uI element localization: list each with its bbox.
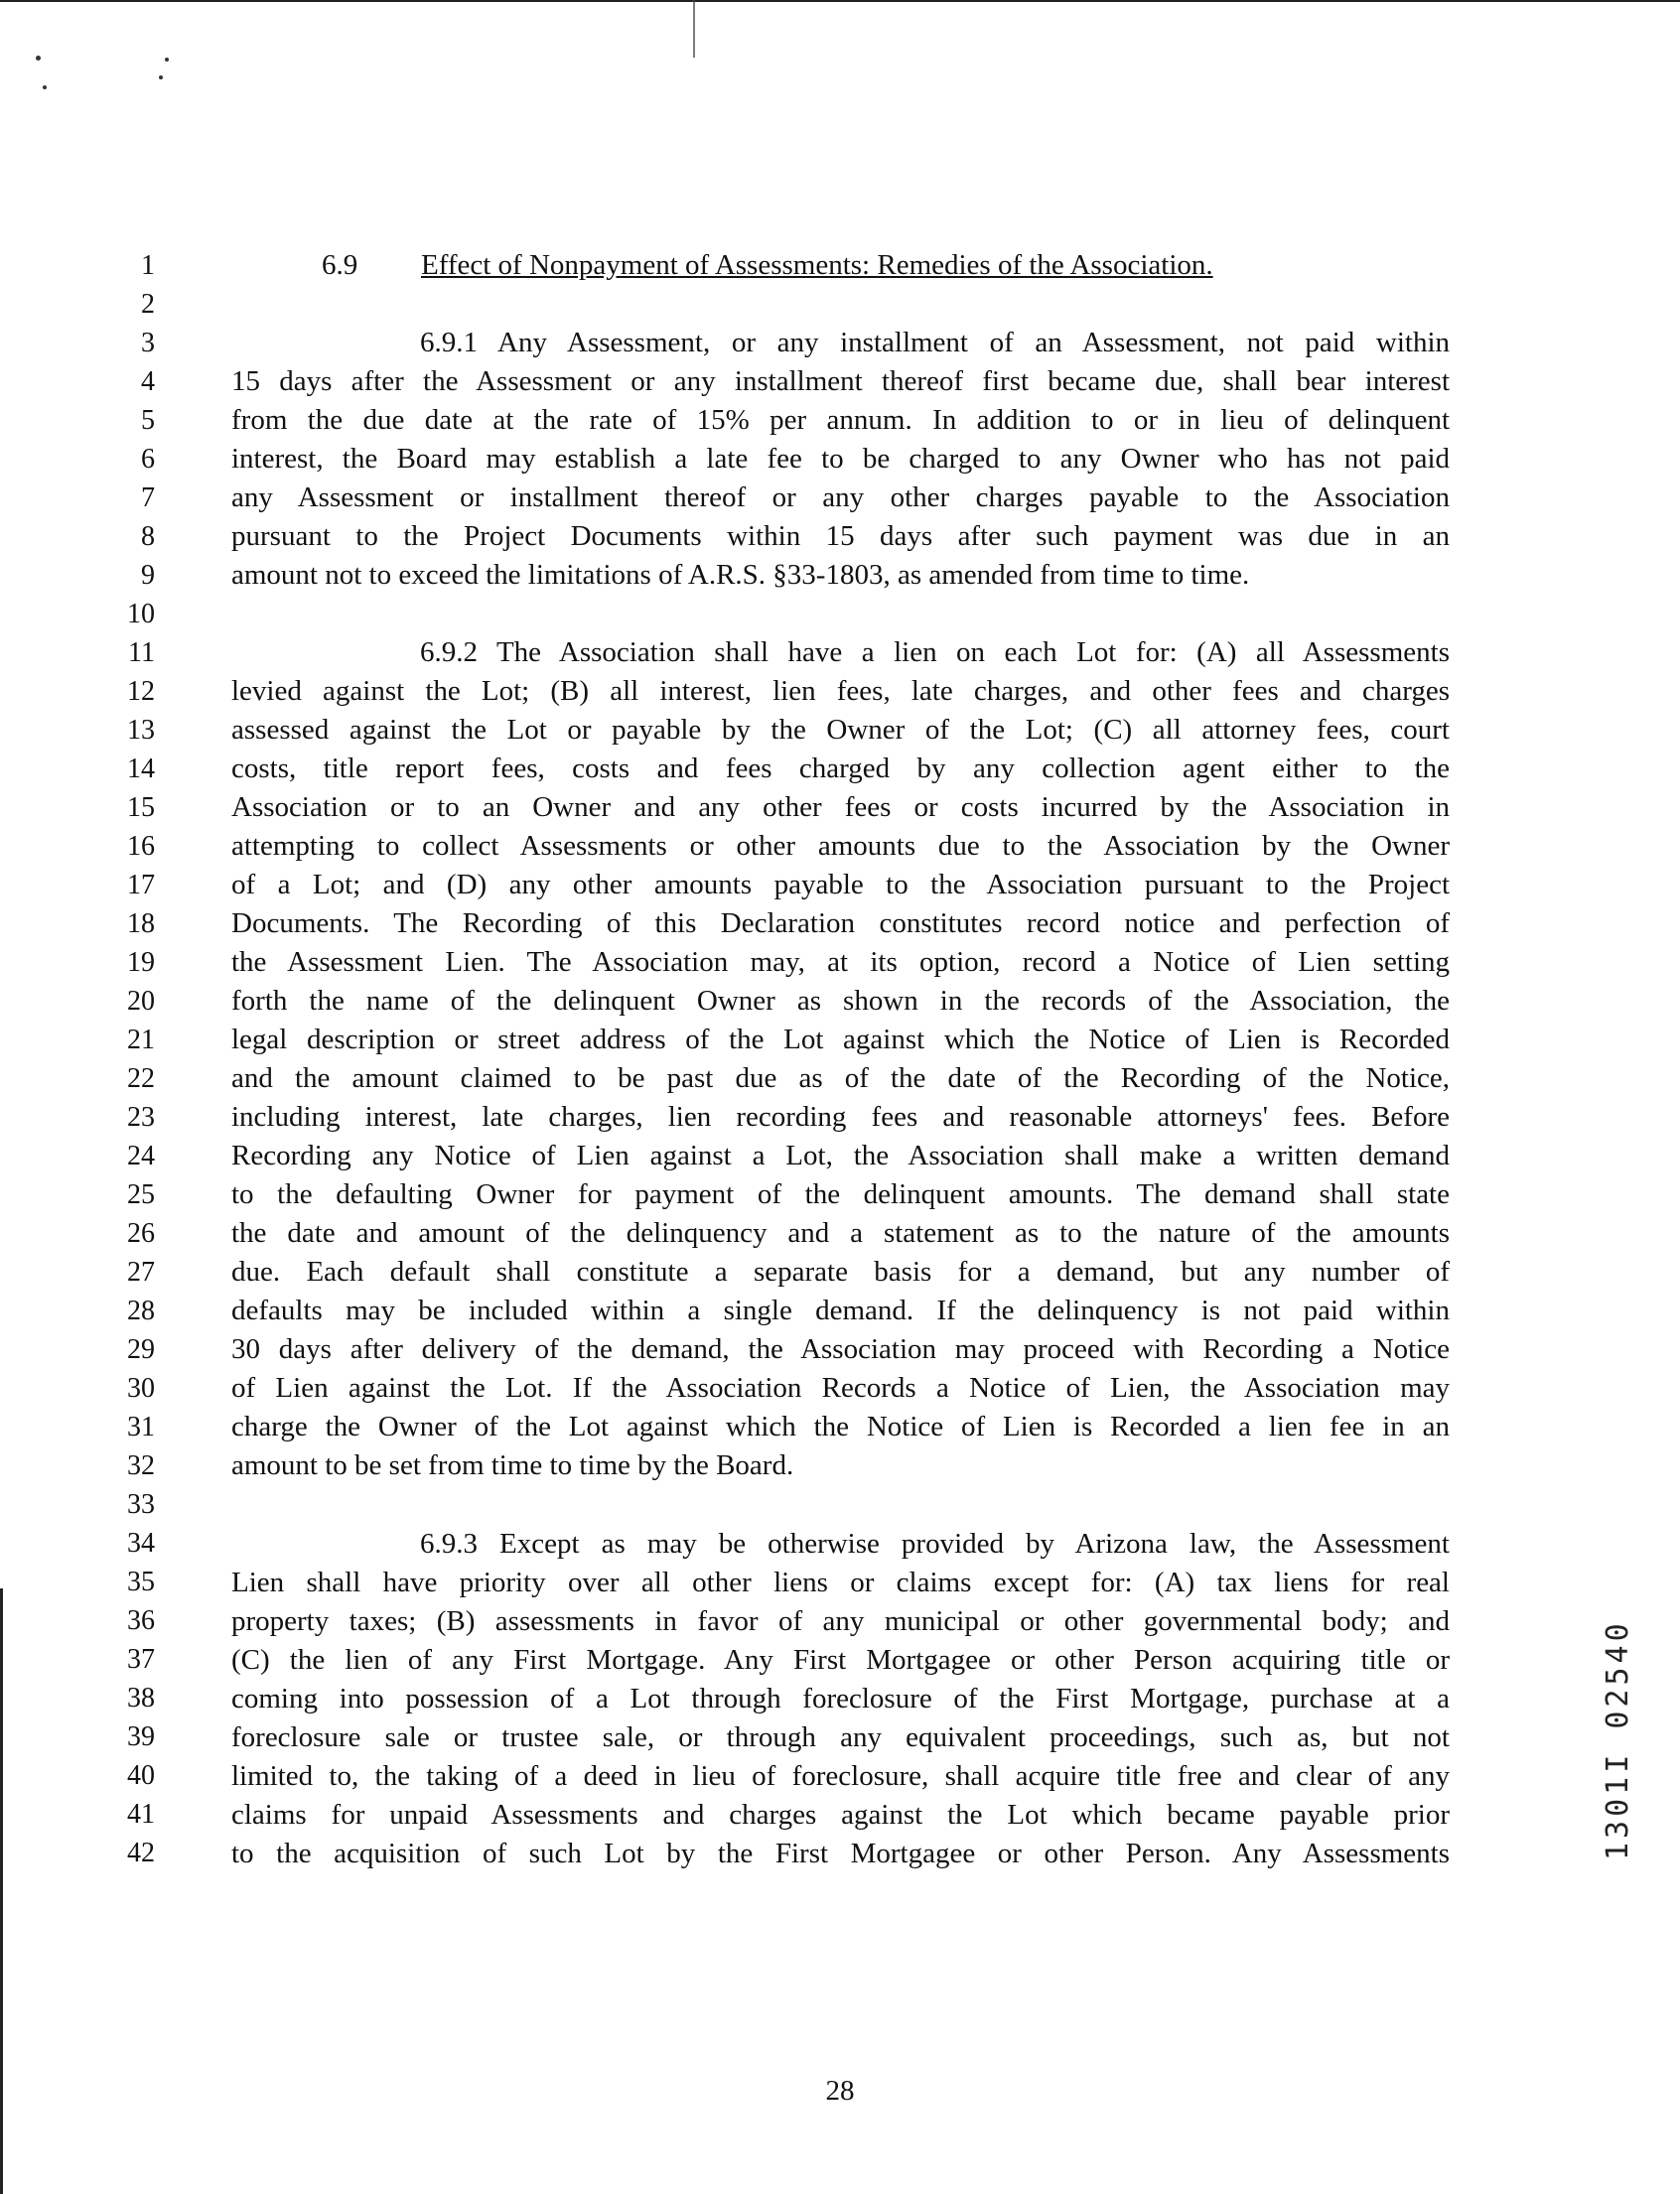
line-number: 7 [141, 482, 155, 513]
text-line: defaults may be included within a single demand. If the delinquency is not paid within [231, 1295, 1450, 1326]
line-number: 19 [127, 947, 155, 978]
text-line: attempting to collect Assessments or other amounts due to the Association by the Owner [231, 830, 1450, 862]
text-line: Lien shall have priority over all other liens or claims except for: (A) tax liens for real [231, 1567, 1450, 1598]
line-number: 3 [141, 328, 155, 358]
text-line: including interest, late charges, lien recording fees and reasonable attorneys' fees. Before [231, 1101, 1450, 1133]
line-number: 22 [127, 1063, 155, 1094]
text-line: 6.9.3 Except as may be otherwise provided by Arizona law, the Assessment [420, 1528, 1450, 1560]
line-number: 28 [127, 1296, 155, 1326]
line-number: 42 [127, 1838, 155, 1868]
text-line: charge the Owner of the Lot against which the Notice of Lien is Recorded a lien fee in an [231, 1411, 1450, 1442]
section-number: 6.9 [322, 249, 358, 281]
paragraph-6-9-3 [231, 1525, 1450, 1873]
line-number: 39 [127, 1721, 155, 1752]
text-line: 6.9.1 Any Assessment, or any installment of an Assessment, not paid within [420, 327, 1450, 358]
line-number: 34 [127, 1528, 155, 1559]
line-number: 2 [141, 289, 155, 320]
line-number: 33 [127, 1489, 155, 1520]
line-number: 29 [127, 1334, 155, 1365]
text-line: of Lien against the Lot. If the Association Records a Notice of Lien, the Association may [231, 1372, 1450, 1404]
line-number: 32 [127, 1450, 155, 1481]
text-line: foreclosure sale or trustee sale, or through any equivalent proceedings, such as, but not [231, 1721, 1450, 1753]
line-number: 13 [127, 715, 155, 746]
line-number: 41 [127, 1799, 155, 1830]
recording-stamp: 1301I 02540 [1601, 1619, 1635, 1861]
line-number: 18 [127, 908, 155, 939]
line-number: 14 [127, 754, 155, 784]
text-line: 15 days after the Assessment or any installment thereof first became due, shall bear interest [231, 365, 1450, 397]
text-line: property taxes; (B) assessments in favor of any municipal or other governmental body; and [231, 1605, 1450, 1637]
top-scan-mark [693, 0, 695, 58]
top-border-line [0, 0, 1680, 2]
text-line: Recording any Notice of Lien against a Lot, the Association shall make a written demand [231, 1140, 1450, 1171]
line-number: 15 [127, 792, 155, 823]
text-line: 6.9.2 The Association shall have a lien on each Lot for: (A) all Assessments [420, 636, 1450, 668]
text-line: costs, title report fees, costs and fees charged by any collection agent either to the [231, 753, 1450, 784]
line-number: 24 [127, 1141, 155, 1171]
text-line: due. Each default shall constitute a separate basis for a demand, but any number of [231, 1256, 1450, 1288]
text-line: (C) the lien of any First Mortgage. Any First Mortgagee or other Person acquiring title or [231, 1644, 1450, 1676]
section-title: Effect of Nonpayment of Assessments: Remedies of the Association. [421, 249, 1213, 281]
line-number: 25 [127, 1179, 155, 1210]
text-line: pursuant to the Project Documents within 15 days after such payment was due in an [231, 520, 1450, 552]
line-number: 31 [127, 1412, 155, 1442]
text-line: Documents. The Recording of this Declaration constitutes record notice and perfection of [231, 907, 1450, 939]
text-line: forth the name of the delinquent Owner as shown in the records of the Association, the [231, 985, 1450, 1017]
text-line: and the amount claimed to be past due as of the date of the Recording of the Notice, [231, 1062, 1450, 1094]
text-line: amount not to exceed the limitations of A.R.S. §33-1803, as amended from time to time. [231, 559, 1250, 591]
line-number-gutter [0, 0, 169, 2194]
line-number: 16 [127, 831, 155, 862]
text-line: claims for unpaid Assessments and charges against the Lot which became payable prior [231, 1799, 1450, 1831]
text-line: to the defaulting Owner for payment of the delinquent amounts. The demand shall state [231, 1178, 1450, 1210]
line-number: 35 [127, 1567, 155, 1597]
section-heading [322, 246, 1213, 285]
text-line: any Assessment or installment thereof or any other charges payable to the Association [231, 481, 1450, 513]
line-number: 27 [127, 1257, 155, 1288]
line-number: 6 [141, 444, 155, 475]
text-line: amount to be set from time to time by the Board. [231, 1449, 794, 1481]
text-line: of a Lot; and (D) any other amounts payable to the Association pursuant to the Project [231, 869, 1450, 900]
paragraph-6-9-1 [231, 324, 1450, 595]
text-line: to the acquisition of such Lot by the First Mortgagee or other Person. Any Assessments [231, 1838, 1450, 1869]
line-number: 38 [127, 1683, 155, 1714]
line-number: 12 [127, 676, 155, 707]
text-line: the date and amount of the delinquency and a statement as to the nature of the amounts [231, 1217, 1450, 1249]
line-number: 40 [127, 1760, 155, 1791]
line-number: 17 [127, 870, 155, 900]
text-line: legal description or street address of the Lot against which the Notice of Lien is Recorded [231, 1024, 1450, 1055]
line-number: 36 [127, 1605, 155, 1636]
text-line: coming into possession of a Lot through foreclosure of the First Mortgage, purchase at a [231, 1683, 1450, 1714]
text-line: the Assessment Lien. The Association may, at its option, record a Notice of Lien setting [231, 946, 1450, 978]
line-number: 37 [127, 1644, 155, 1675]
paragraph-6-9-2 [231, 633, 1450, 1485]
text-line: assessed against the Lot or payable by the Owner of the Lot; (C) all attorney fees, court [231, 714, 1450, 746]
line-number: 11 [128, 637, 155, 668]
text-line: 30 days after delivery of the demand, the Association may proceed with Recording a Notice [231, 1333, 1450, 1365]
text-line: limited to, the taking of a deed in lieu of foreclosure, shall acquire title free and clear of any [231, 1760, 1450, 1792]
line-number: 1 [141, 250, 155, 281]
line-number: 8 [141, 521, 155, 552]
line-number: 21 [127, 1025, 155, 1055]
line-number: 30 [127, 1373, 155, 1404]
page-number: 28 [825, 2075, 855, 2107]
line-number: 4 [141, 366, 155, 397]
text-line: interest, the Board may establish a late fee to be charged to any Owner who has not paid [231, 443, 1450, 475]
text-line: levied against the Lot; (B) all interest, lien fees, late charges, and other fees and charges [231, 675, 1450, 707]
text-line: from the due date at the rate of 15% per annum. In addition to or in lieu of delinquent [231, 404, 1450, 436]
line-number: 26 [127, 1218, 155, 1249]
line-number: 10 [127, 599, 155, 629]
line-number: 9 [141, 560, 155, 591]
line-number: 5 [141, 405, 155, 436]
line-number: 23 [127, 1102, 155, 1133]
text-line: Association or to an Owner and any other fees or costs incurred by the Association in [231, 791, 1450, 823]
line-number: 20 [127, 986, 155, 1017]
